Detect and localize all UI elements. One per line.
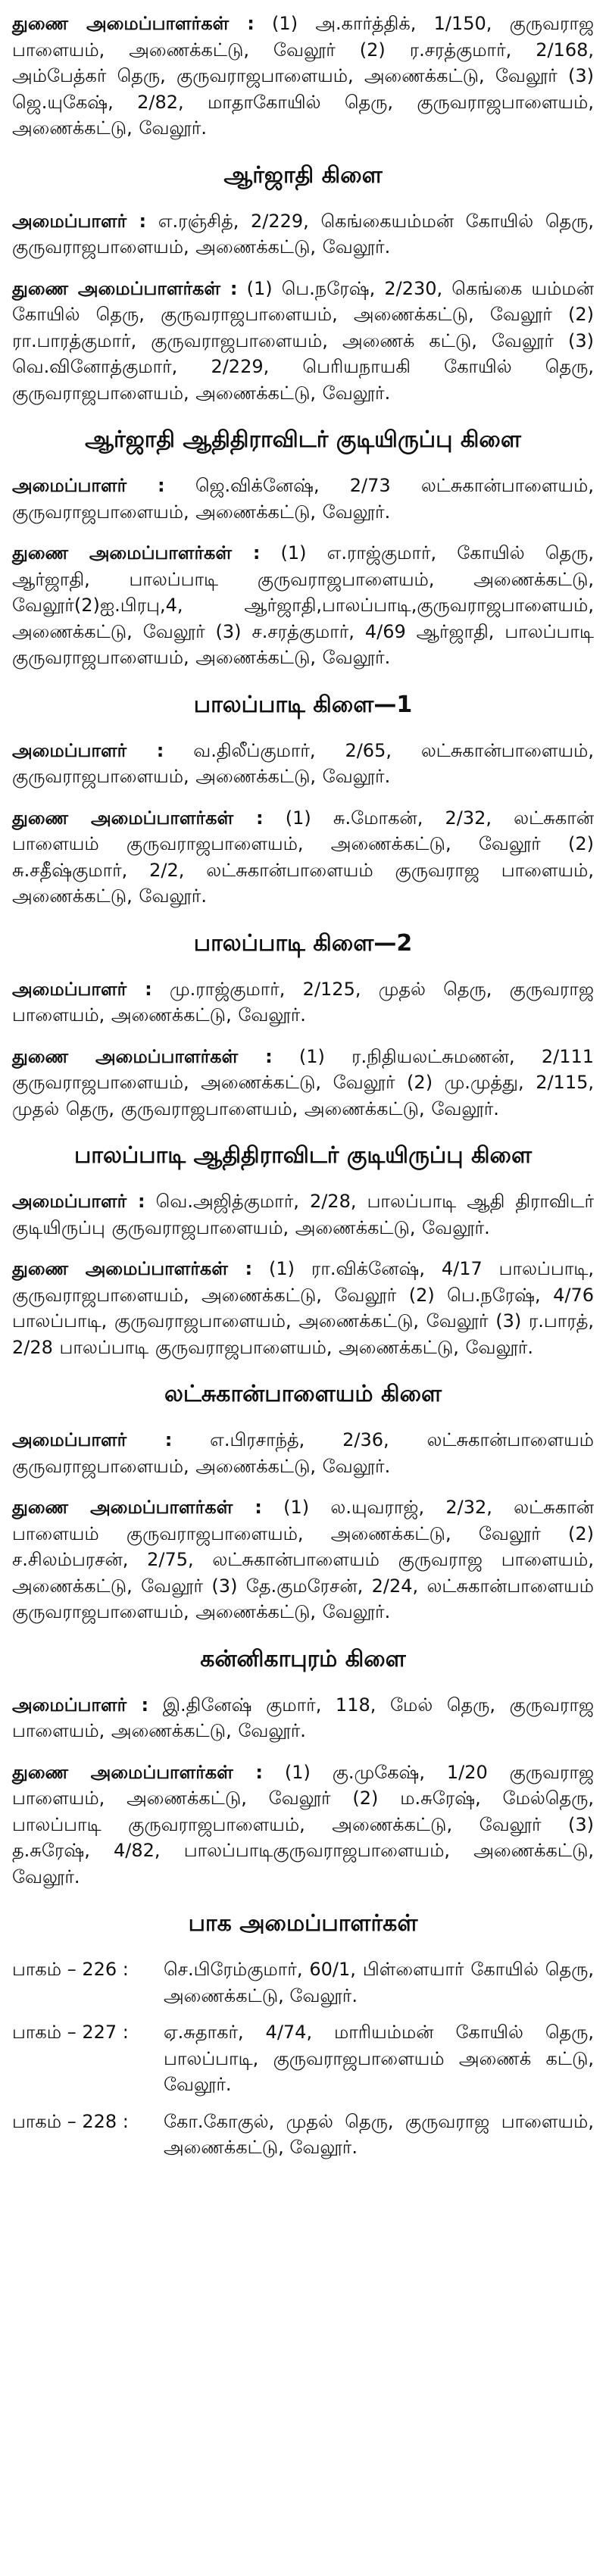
organizer-text: வ.திலீப்குமார், 2/65, லட்சுகான்பாளையம், குருவராஜபாளையம், அணைக்கட்டு, வேலூர். (12, 739, 594, 787)
section-heading: பாலப்பாடி ஆதிதிராவிடர் குடியிருப்பு கிளை (73, 1142, 533, 1169)
part-organizer: ஏ.சுதாகர், 4/74, மாரியம்மன் கோயில் தெரு, பாலப்பாடி, குருவராஜபாளையம் அணைக் கட்டு, வேலூர். (164, 2022, 594, 2095)
organizer-paragraph (12, 738, 594, 790)
organizer-label: அமைப்பாளர் : (12, 475, 165, 496)
deputy-paragraph (12, 805, 594, 910)
part-row (12, 2109, 594, 2161)
section-heading: பாலப்பாடி கிளை—2 (193, 929, 413, 957)
deputy-text: (1) எ.ராஜ்குமார், கோயில் தெரு, ஆர்ஜாதி, பாலப்பாடி குருவராஜபாளையம், அணைக்கட்டு, வேலூர்(2)ஐ.பிரபு,4, ஆர்ஜாதி,பாலப்பாடி,குருவராஜபாளையம், அணைக்கட்டு, வேலூர் (3) ச.சரத்குமார், 4/69 ஆர்ஜாதி, பாலப்பாடி குருவராஜபாளையம், அணைக்கட்டு, வேலூர். (12, 542, 594, 668)
organizer-paragraph (12, 1188, 594, 1241)
deputy-label: துணை அமைப்பாளர்கள் : (12, 1258, 253, 1279)
organizer-paragraph (12, 473, 594, 525)
organizer-text: மு.ராஜ்குமார், 2/125, முதல் தெரு, குருவராஜ பாளையம், அணைக்கட்டு, வேலூர். (12, 978, 594, 1026)
deputy-label: துணை அமைப்பாளர்கள் : (12, 807, 264, 829)
part-number: பாகம் – 228 : (12, 2110, 129, 2132)
section-heading: ஆர்ஜாதி ஆதிதிராவிடர் குடியிருப்பு கிளை (85, 426, 521, 453)
deputy-label: துணை அமைப்பாளர்கள் : (12, 277, 238, 299)
deputy-paragraph (12, 276, 594, 407)
part-organizer: கோ.கோகுல், முதல் தெரு, குருவராஜ பாளையம், அணைக்கட்டு, வேலூர். (164, 2110, 594, 2158)
section-heading: ஆர்ஜாதி கிளை (223, 161, 383, 189)
intro-paragraph (12, 11, 594, 142)
section-heading: பாக அமைப்பாளர்கள் (188, 1910, 418, 1937)
section-kannikapuram (12, 1645, 594, 1891)
deputy-paragraph (12, 1256, 594, 1360)
deputy-label: துணை அமைப்பாளர்கள் : (12, 1761, 263, 1783)
section-heading: கன்னிகாபுரம் கிளை (200, 1645, 406, 1672)
organizer-paragraph (12, 1427, 594, 1479)
deputy-label: துணை அமைப்பாளர்கள் : (12, 1045, 273, 1067)
deputy-text: (1) பெ.நரேஷ், 2/230, கெங்கை யம்மன் கோயில் தெரு, குருவராஜபாளையம், அணைக்கட்டு, வேலூர் (2) ரா.பாரத்குமார், குருவராஜபாளையம், அணைக் கட்டு, வேலூர் (3) வெ.வினோத்குமார், 2/229, பெரியநாயகி கோயில் தெரு, குருவராஜபாளையம், அணைக்கட்டு, வேலூர். (12, 277, 595, 404)
deputy-paragraph (12, 540, 594, 671)
deputy-text: (1) கு.முகேஷ், 1/20 குருவராஜ பாளையம், அணைக்கட்டு, வேலூர் (2) ம.சுரேஷ், மேல்தெரு, பாலப்பாடி குருவராஜபாளையம், அணைக்கட்டு, வேலூர் (3) த.சுரேஷ், 4/82, பாலப்பாடிகுருவராஜபாளையம், அணைக்கட்டு, வேலூர். (12, 1761, 594, 1888)
section-palapadi-adidravidar (12, 1141, 594, 1360)
organizer-label: அமைப்பாளர் : (12, 978, 152, 1000)
organizer-paragraph (12, 208, 594, 261)
organizer-text: இ.தினேஷ் குமார், 118, மேல் தெரு, குருவராஜ பாளையம், அணைக்கட்டு, வேலூர். (12, 1694, 594, 1741)
organizer-text: எ.ரஞ்சித், 2/229, கெங்கையம்மன் கோயில் தெரு, குருவராஜபாளையம், அணைக்கட்டு, வேலூர். (12, 210, 594, 258)
part-row (12, 1956, 594, 2009)
part-row (12, 2019, 594, 2098)
organizer-label: அமைப்பாளர் : (12, 210, 147, 232)
organizer-text: வெ.அஜித்குமார், 2/28, பாலப்பாடி ஆதி திராவிடர் குடியிருப்பு குருவராஜபாளையம், அணைக்கட்டு, வேலூர். (12, 1191, 594, 1238)
section-latchukanpalayam (12, 1380, 594, 1625)
deputy-text: (1) ல.யுவராஜ், 2/32, லட்சுகான் பாளையம் குருவராஜபாளையம், அணைக்கட்டு, வேலூர் (2) ச.சிலம்பரசன், 2/75, லட்சுகான்பாளையம் குருவராஜ பாளையம், அணைக்கட்டு, வேலூர் (3) தே.குமரேசன், 2/24, லட்சுகான்பாளையம் குருவராஜபாளையம், அணைக்கட்டு, வேலூர். (12, 1497, 595, 1622)
section-part-organizers (12, 1909, 594, 2161)
deputy-label: துணை அமைப்பாளர்கள் : (12, 1497, 262, 1518)
deputy-label: துணை அமைப்பாளர்கள் : (12, 542, 261, 564)
part-organizer-list (12, 1956, 594, 2161)
deputy-paragraph (12, 1044, 594, 1123)
section-heading: லட்சுகான்பாளையம் கிளை (164, 1381, 442, 1407)
organizer-paragraph (12, 1692, 594, 1744)
organizer-label: அமைப்பாளர் : (12, 739, 164, 761)
deputy-paragraph (12, 1494, 594, 1625)
section-palapadi-2 (12, 929, 594, 1123)
section-arjathi (12, 161, 594, 407)
deputy-paragraph (12, 1759, 594, 1891)
section-arjathi-adidravidar (12, 426, 594, 671)
section-palapadi-1 (12, 691, 594, 910)
intro-text: (1) அ.கார்த்திக், 1/150, குருவராஜ பாளையம், அணைக்கட்டு, வேலூர் (2) ர.சரத்குமார், 2/168, அம்பேத்கர் தெரு, குருவராஜபாளையம், அணைக்கட்டு, வேலூர் (3) ஜெ.யுகேஷ், 2/82, மாதாகோயில் தெரு, குருவராஜபாளையம், அணைக்கட்டு, வேலூர். (12, 13, 594, 139)
intro-label: துணை அமைப்பாளர்கள் : (12, 13, 255, 34)
part-organizer: செ.பிரேம்குமார், 60/1, பிள்ளையார் கோயில் தெரு, அணைக்கட்டு, வேலூர். (164, 1959, 594, 2006)
section-heading: பாலப்பாடி கிளை—1 (193, 691, 413, 718)
part-number: பாகம் – 226 : (12, 1959, 129, 1980)
organizer-paragraph (12, 976, 594, 1029)
part-number: பாகம் – 227 : (12, 2022, 129, 2043)
organizer-label: அமைப்பாளர் : (12, 1429, 173, 1450)
organizer-text: எ.பிரசாந்த், 2/36, லட்சுகான்பாளையம் குருவராஜபாளையம், அணைக்கட்டு, வேலூர். (12, 1429, 594, 1477)
deputy-text: (1) ரா.விக்னேஷ், 4/17 பாலப்பாடி, குருவராஜபாளையம், அணைக்கட்டு, வேலூர் (2) பெ.நரேஷ், 4/76 பாலப்பாடி, குருவராஜபாளையம், அணைக்கட்டு, வேலூர் (3) ர.பாரத், 2/28 பாலப்பாடி குருவராஜபாளையம், அணைக்கட்டு, வேலூர். (12, 1258, 594, 1358)
deputy-text: (1) ர.நிதியலட்சுமணன், 2/111 குருவராஜபாளையம், அணைக்கட்டு, வேலூர் (2) மு.முத்து, 2/115, முதல் தெரு, குருவராஜபாளையம், அணைக்கட்டு, வேலூர். (12, 1045, 595, 1119)
organizer-label: அமைப்பாளர் : (12, 1191, 145, 1212)
organizer-label: அமைப்பாளர் : (12, 1694, 149, 1716)
deputy-text: (1) சு.மோகன், 2/32, லட்சுகான் பாளையம் குருவராஜபாளையம், அணைக்கட்டு, வேலூர் (2) சு.சதீஷ்குமார், 2/2, லட்சுகான்பாளையம் குருவராஜ பாளையம், அணைக்கட்டு, வேலூர். (12, 807, 595, 907)
organizer-text: ஜெ.விக்னேஷ், 2/73 லட்சுகான்பாளையம், குருவராஜபாளையம், அணைக்கட்டு, வேலூர். (12, 475, 594, 523)
